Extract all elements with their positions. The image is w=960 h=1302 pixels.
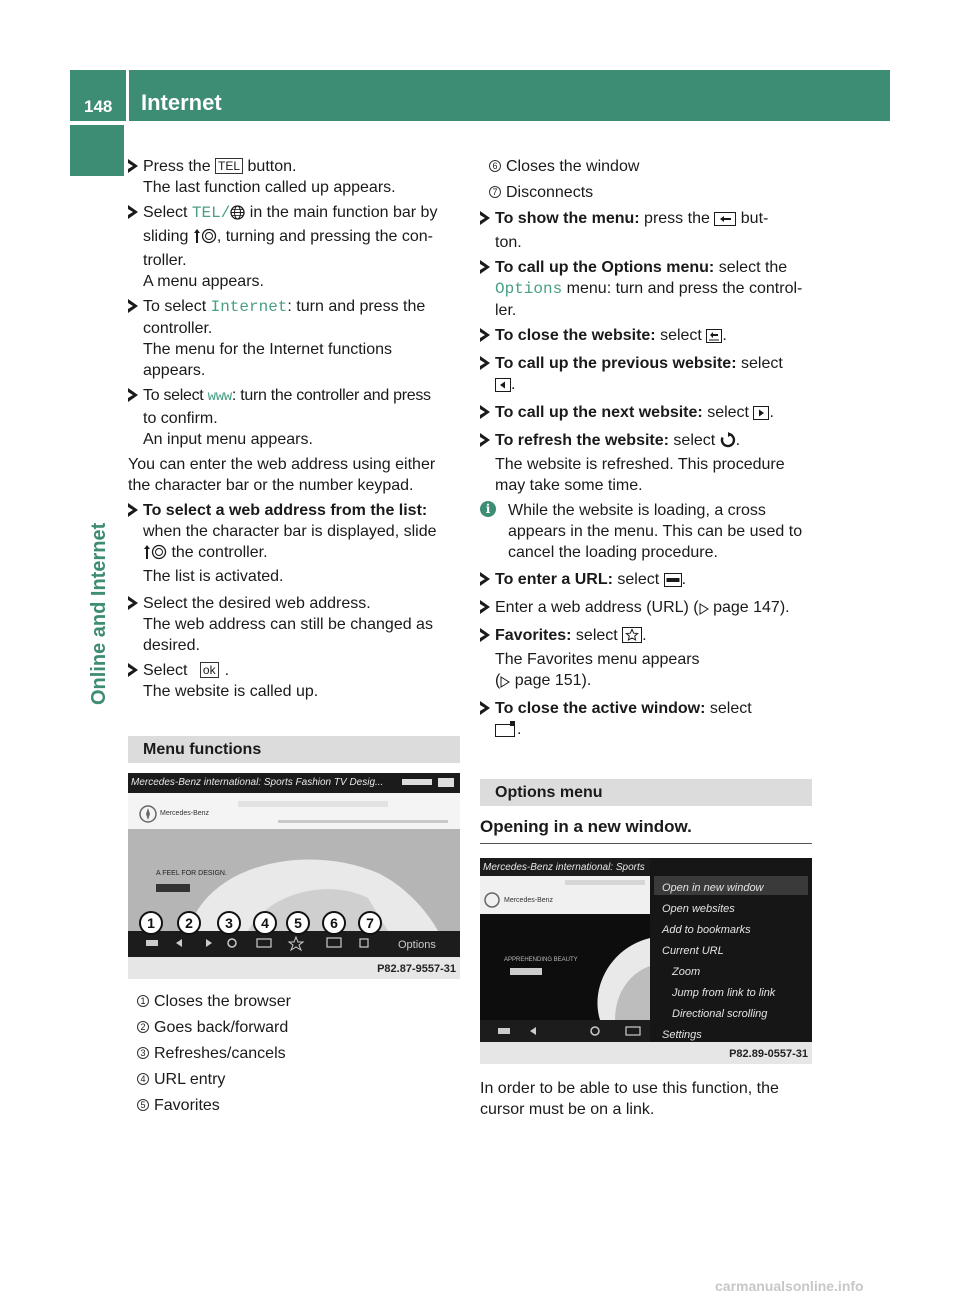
- side-label: Online and Internet: [88, 522, 110, 705]
- next-icon: [753, 405, 769, 426]
- globe-icon: [230, 205, 245, 226]
- arrow-icon: [480, 433, 490, 447]
- instruction-step: To enter a URL: select .: [480, 569, 812, 593]
- legend-number: 1: [137, 995, 149, 1007]
- arrow-icon: [480, 572, 490, 586]
- url-entry-icon: [664, 572, 682, 593]
- body-text: cursor must be on a link.: [480, 1101, 655, 1118]
- arrow-icon: [480, 260, 490, 274]
- options-menu-list: [662, 878, 810, 1046]
- legend-item: [128, 1069, 460, 1095]
- side-tab-marker: [70, 125, 124, 176]
- figure-callout-marker: 2: [177, 911, 201, 935]
- figure-title-bar: Mercedes-Benz international: Sports Fashion TV Desig...: [131, 777, 384, 788]
- subsection-heading: Opening in a new window.: [480, 816, 812, 844]
- arrow-icon: [128, 388, 138, 402]
- arrow-icon: [480, 628, 490, 642]
- instruction-step: Select the desired web address. The web address can still be changed as desired.: [128, 593, 460, 656]
- legend-item: [128, 1017, 460, 1043]
- instruction-step: To select a web address from the list: when the character bar is displayed, slide the controller. The list is activated.: [128, 500, 460, 587]
- instruction-step: Enter a web address (URL) ( page 147).: [480, 597, 812, 621]
- options-menu-item[interactable]: Zoom: [672, 966, 701, 978]
- page-title: Internet: [141, 90, 222, 115]
- arrow-icon: [480, 701, 490, 715]
- options-menu-item[interactable]: Add to bookmarks: [662, 924, 751, 936]
- body-text: In order to be able to use this function, the: [480, 1080, 779, 1097]
- legend-item: [128, 1043, 460, 1069]
- arrow-icon: [128, 663, 138, 677]
- figure-brand: Mercedes-Benz: [504, 897, 554, 904]
- legend-text: Goes back/forward: [154, 1019, 289, 1036]
- figure-code: P82.87-9557-31: [377, 963, 456, 975]
- menu-code: www: [207, 389, 232, 405]
- arrow-icon: [128, 503, 138, 517]
- page-ref-icon: [500, 673, 510, 694]
- previous-icon: [495, 377, 511, 398]
- legend-number: 6: [489, 160, 501, 172]
- figure-slogan: APPREHENDING BEAUTY: [504, 957, 578, 963]
- arrow-icon: [480, 211, 490, 225]
- legend-text: Refreshes/cancels: [154, 1045, 286, 1062]
- close-browser-icon: [706, 328, 722, 349]
- header-divider: [126, 70, 129, 121]
- legend-number: 4: [137, 1073, 149, 1085]
- right-column: [480, 156, 812, 1120]
- figure-callout-marker: 4: [253, 911, 277, 935]
- instruction-step: To select Internet: turn and press the controller. The menu for the Internet functions appears.: [128, 296, 460, 381]
- watermark: carmanualsonline.info: [715, 1278, 864, 1294]
- back-button-icon: [714, 211, 736, 232]
- close-window-icon: [495, 721, 517, 743]
- legend-number: 2: [137, 1021, 149, 1033]
- instruction-step: To close the website: select .: [480, 325, 812, 349]
- instruction-step: To call up the next website: select .: [480, 402, 812, 426]
- legend-item: [480, 156, 812, 182]
- step-result: The last function called up appears.: [143, 179, 396, 196]
- controller-slide-icon: [143, 544, 167, 566]
- figure-markers: [128, 911, 460, 937]
- menu-code: TEL/: [191, 204, 231, 222]
- figure-callout-marker: 1: [139, 911, 163, 935]
- legend-list: [128, 991, 460, 1121]
- figure-callout-marker: 3: [217, 911, 241, 935]
- arrow-icon: [480, 405, 490, 419]
- body-text: You can enter the web address using either: [128, 456, 436, 473]
- legend-text: Disconnects: [506, 184, 594, 201]
- instruction-step: To refresh the website: select . The website is refreshed. This procedure may take some time.: [480, 430, 812, 496]
- options-menu-figure: [480, 858, 812, 1064]
- instruction-step: To select www: turn the controller and press to confirm. An input menu appears.: [128, 385, 460, 450]
- figure-options-label: Options: [398, 939, 436, 951]
- legend-item: [128, 1095, 460, 1121]
- page-number: 148: [84, 97, 113, 116]
- arrow-icon: [480, 328, 490, 342]
- legend-text: Closes the browser: [154, 993, 291, 1010]
- left-column: [128, 156, 460, 1121]
- info-icon: i: [480, 501, 496, 517]
- legend-item: [128, 991, 460, 1017]
- legend-number: 5: [137, 1099, 149, 1111]
- info-note: i While the website is loading, a cross appears in the menu. This can be used to cancel the loading procedure.: [480, 500, 812, 563]
- controller-slide-icon: [193, 228, 217, 250]
- menu-code: Options: [495, 280, 563, 298]
- options-menu-item[interactable]: Jump from link to link: [672, 987, 776, 999]
- legend-text: URL entry: [154, 1071, 226, 1088]
- legend-text: Favorites: [154, 1097, 220, 1114]
- instruction-step: Press the TEL button. The last function called up appears.: [128, 156, 460, 198]
- menu-code: Internet: [210, 298, 288, 316]
- figure-callout-marker: 5: [286, 911, 310, 935]
- arrow-icon: [128, 596, 138, 610]
- figure-brand: Mercedes-Benz: [160, 810, 210, 817]
- legend-list: [480, 156, 812, 208]
- body-text: the character bar or the number keypad.: [128, 477, 414, 494]
- arrow-icon: [480, 600, 490, 614]
- section-heading: Menu functions: [128, 736, 460, 763]
- options-menu-item[interactable]: Settings: [662, 1029, 702, 1041]
- figure-slogan: A FEEL FOR DESIGN.: [156, 870, 227, 877]
- legend-item: [480, 182, 812, 208]
- star-icon: [622, 627, 642, 649]
- options-menu-item[interactable]: Open websites: [662, 903, 735, 915]
- arrow-icon: [128, 205, 138, 219]
- options-menu-item[interactable]: Open in new window: [662, 882, 764, 894]
- arrow-icon: [128, 159, 138, 173]
- instruction-step: Select ok . The website is called up.: [128, 660, 460, 702]
- browser-screenshot-figure: [128, 773, 460, 979]
- legend-number: 7: [489, 186, 501, 198]
- options-menu-item[interactable]: Current URL: [662, 945, 724, 957]
- figure-code: P82.89-0557-31: [729, 1048, 808, 1060]
- figure-callout-marker: 7: [358, 911, 382, 935]
- figure-title-bar: Mercedes-Benz international: Sports: [483, 862, 645, 873]
- options-menu-item[interactable]: Directional scrolling: [672, 1008, 768, 1020]
- tel-key-icon: TEL: [215, 158, 243, 174]
- instruction-step: To call up the Options menu: select the Options menu: turn and press the control- ler.: [480, 257, 812, 321]
- instruction-step: Select TEL/ in the main function bar by sliding , turning and pressing the con- troller. A menu appears.: [128, 202, 460, 292]
- instruction-step: To close the active window: select .: [480, 698, 812, 743]
- section-heading: Options menu: [480, 779, 812, 806]
- arrow-icon: [480, 356, 490, 370]
- instruction-step: To call up the previous website: select .: [480, 353, 812, 398]
- refresh-icon: [720, 432, 736, 454]
- ok-key-icon: ok: [200, 662, 219, 678]
- arrow-icon: [128, 299, 138, 313]
- legend-number: 3: [137, 1047, 149, 1059]
- instruction-step: To show the menu: press the but- ton.: [480, 208, 812, 253]
- instruction-step: Favorites: select . The Favorites menu appears ( page 151).: [480, 625, 812, 694]
- legend-text: Closes the window: [506, 158, 640, 175]
- page-ref-icon: [699, 600, 709, 621]
- figure-callout-marker: 6: [322, 911, 346, 935]
